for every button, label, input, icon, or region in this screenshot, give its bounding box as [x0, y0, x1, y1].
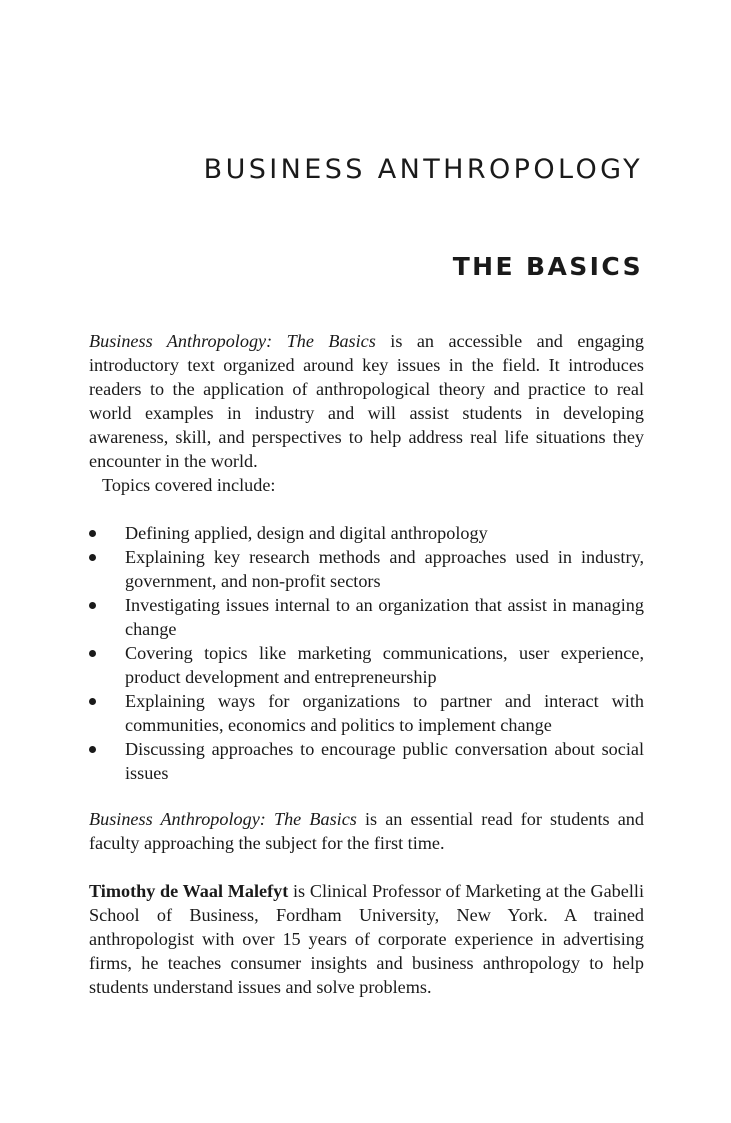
- list-item: [89, 689, 644, 737]
- list-item: [89, 641, 644, 689]
- intro-book-title: Business Anthropology: The Basics: [89, 331, 376, 351]
- intro-text: is an accessible and engaging introductory text organized around key issues in the field. It introduces readers to the application of anthropological theory and practice to real world examples in industry and will assist students in developing awareness, skill, and perspectives to help address real life situations they encounter in the world.: [89, 331, 644, 471]
- bullet-icon: [89, 746, 96, 753]
- list-item: [89, 545, 644, 593]
- author-name: Timothy de Waal Malefyt: [89, 881, 289, 901]
- bullet-icon: [89, 602, 96, 609]
- intro-paragraph: [89, 329, 644, 497]
- list-item-text: Discussing approaches to encourage public conversation about social issues: [125, 739, 644, 783]
- bullet-icon: [89, 698, 96, 705]
- bullet-icon: [89, 554, 96, 561]
- page-subtitle: THE BASICS: [452, 252, 643, 281]
- list-item: [89, 737, 644, 785]
- outro-paragraph: [89, 807, 644, 855]
- list-item: [89, 521, 644, 545]
- bullet-icon: [89, 530, 96, 537]
- topics-list: [89, 521, 644, 785]
- list-item: [89, 593, 644, 641]
- list-item-text: Investigating issues internal to an organization that assist in managing change: [125, 595, 644, 639]
- topics-lead: Topics covered include:: [102, 475, 276, 495]
- author-bio: [89, 879, 644, 999]
- outro-text: is an essential read for students and faculty approaching the subject for the first time.: [89, 809, 644, 853]
- bullet-icon: [89, 650, 96, 657]
- list-item-text: Covering topics like marketing communications, user experience, product development and entrepreneurship: [125, 643, 644, 687]
- list-item-text: Defining applied, design and digital anthropology: [125, 523, 488, 543]
- outro-book-title: Business Anthropology: The Basics: [89, 809, 357, 829]
- list-item-text: Explaining ways for organizations to partner and interact with communities, economics and politics to implement change: [125, 691, 644, 735]
- list-item-text: Explaining key research methods and approaches used in industry, government, and non-profit sectors: [125, 547, 644, 591]
- page-title: BUSINESS ANTHROPOLOGY: [203, 154, 643, 185]
- author-bio-text: is Clinical Professor of Marketing at the Gabelli School of Business, Fordham University, New York. A trained anthropologist with over 15 years of corporate experience in advertising firms, he teaches consumer insights and business anthropology to help students understand issues and solve problems.: [89, 881, 645, 997]
